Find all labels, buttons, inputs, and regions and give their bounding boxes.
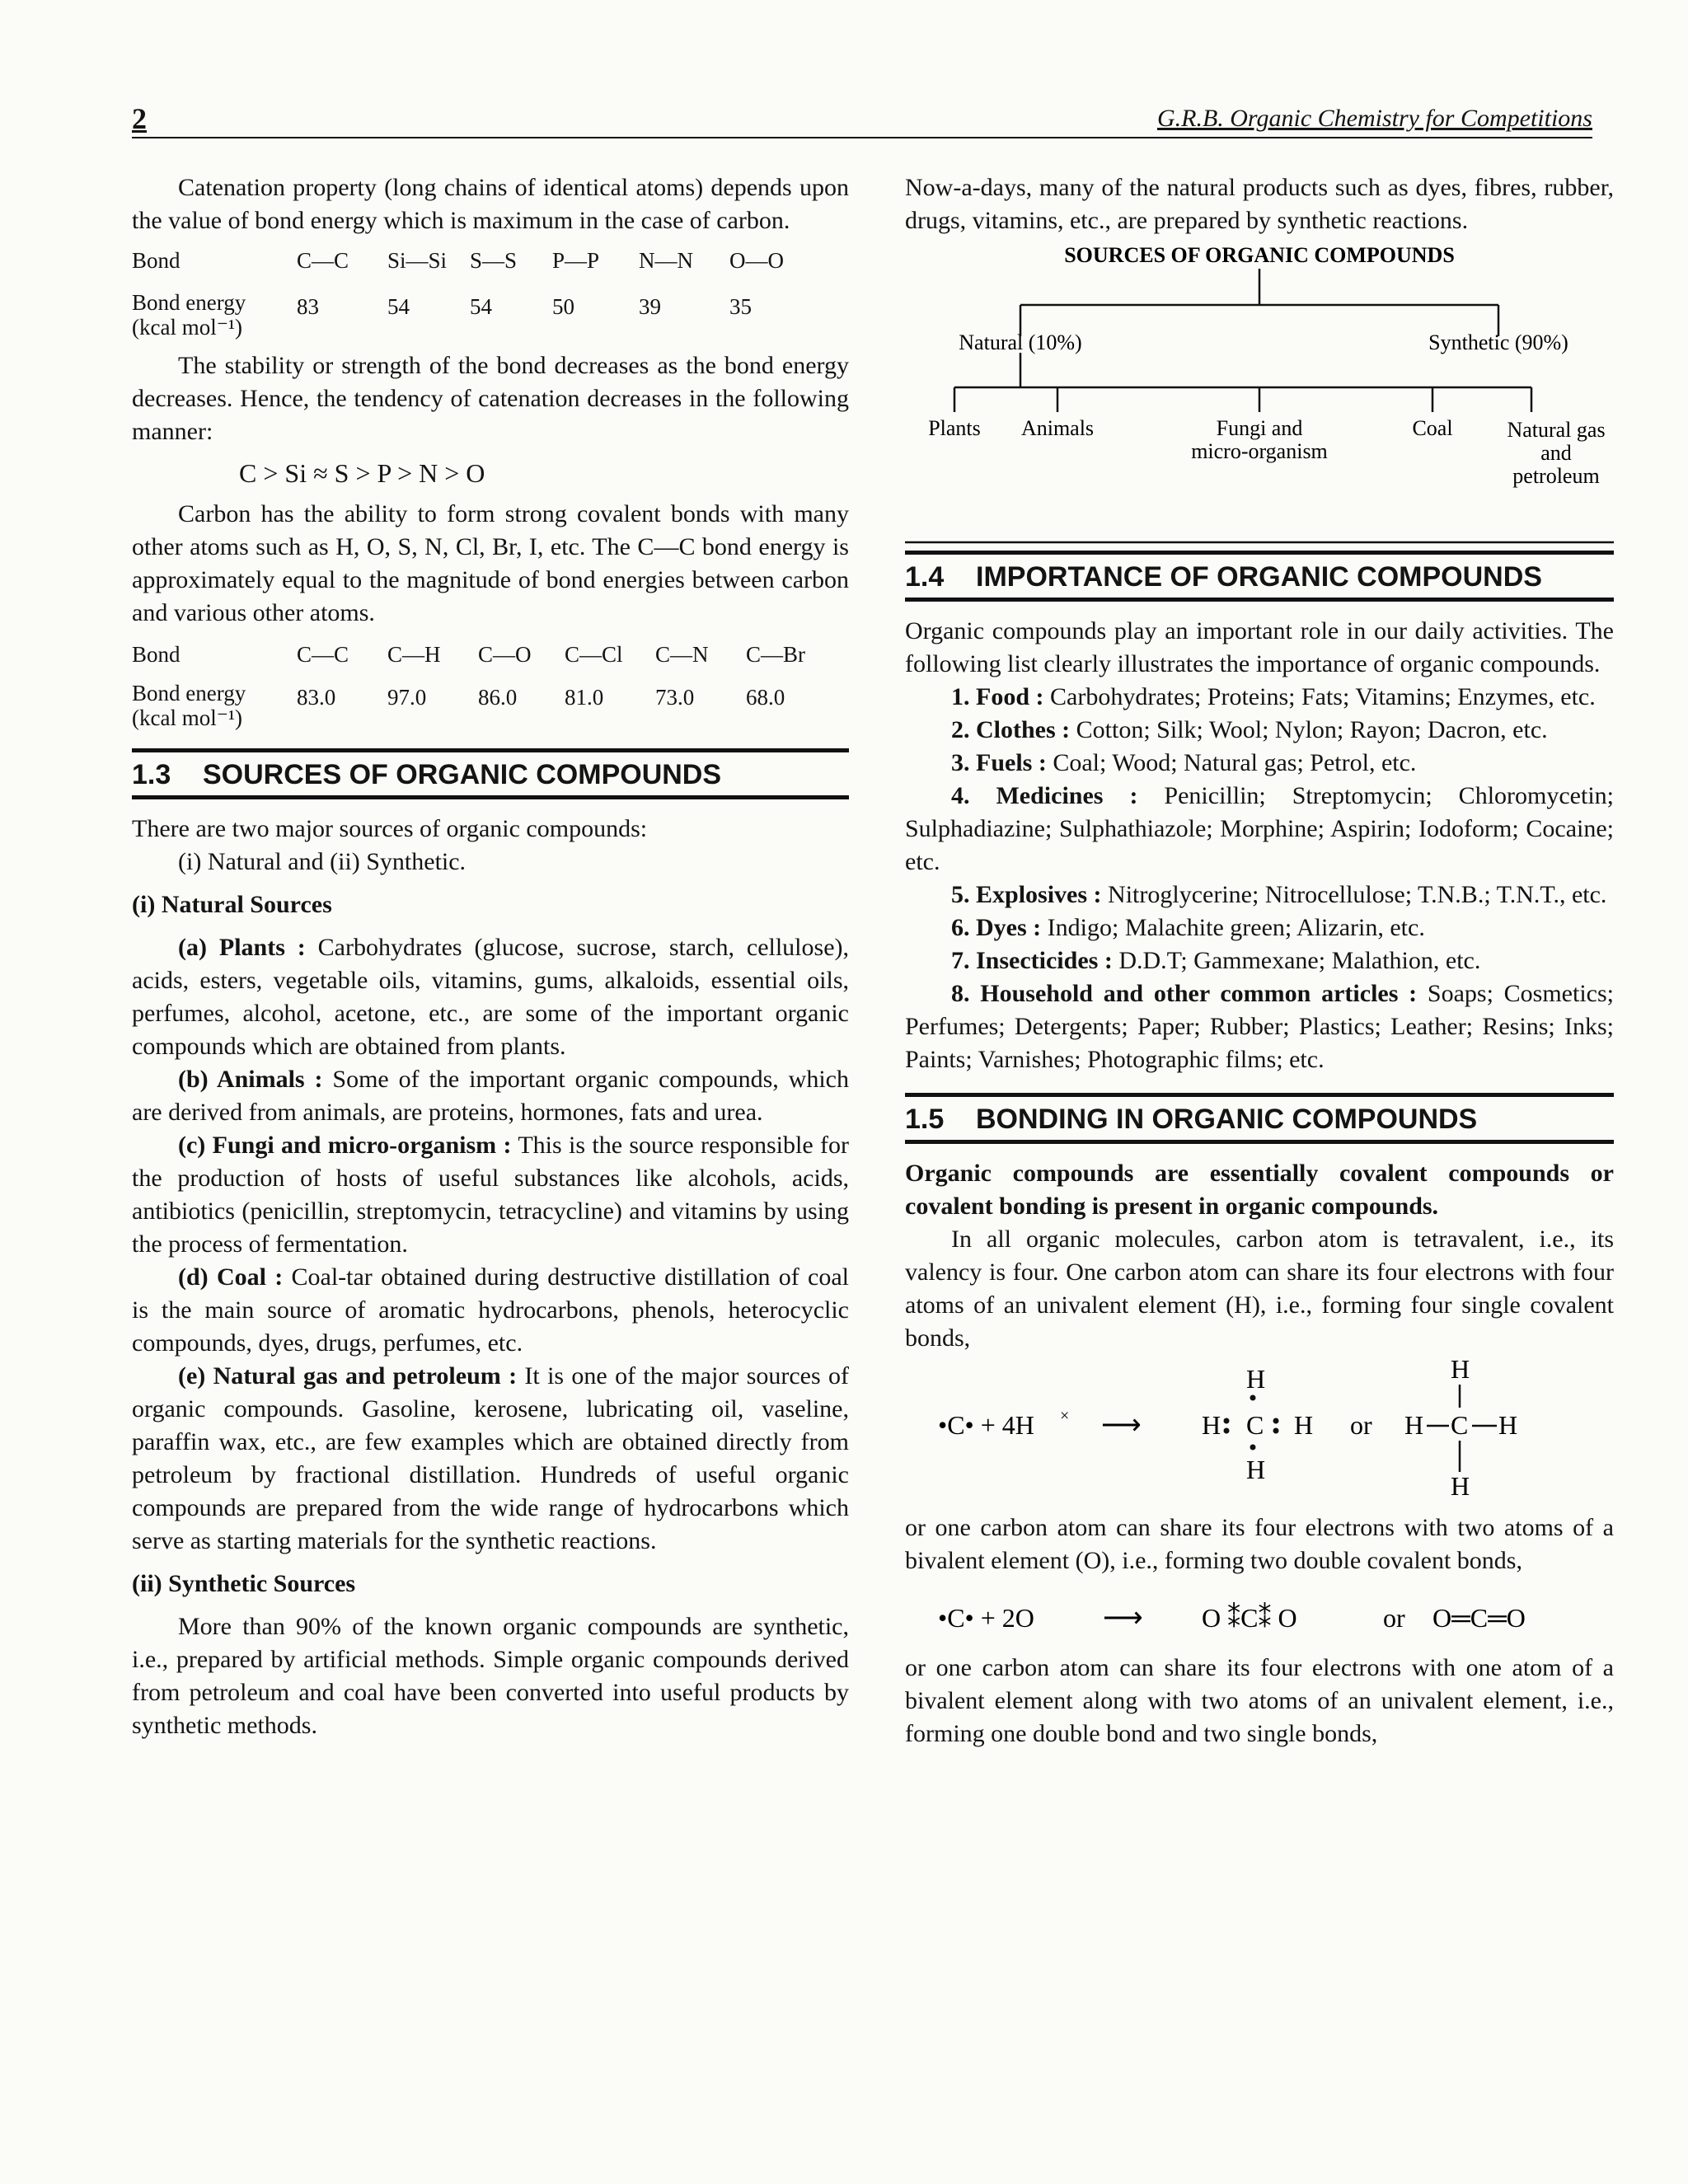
page-number: 2 bbox=[132, 102, 147, 135]
row-label: Bond bbox=[132, 642, 181, 667]
sources-list: (i) Natural and (ii) Synthetic. bbox=[178, 848, 467, 875]
eq2-mid: O ⁑C⁑ O bbox=[1202, 1603, 1297, 1633]
table-cell: P—P bbox=[552, 248, 600, 273]
list-item: 4. Medicines : Penicillin; Streptomycin; Chloromycetin; Sulphadiazine; Sulphathiazole; Morphine; Aspirin; Iodoform; Cocaine; etc. bbox=[905, 782, 1614, 875]
section-number: 1.3 bbox=[132, 759, 171, 790]
eq1-arrow: ⟶ bbox=[1101, 1410, 1142, 1441]
section-title: IMPORTANCE OF ORGANIC COMPOUNDS bbox=[976, 561, 1542, 593]
plants-label: (a) Plants : bbox=[178, 934, 306, 961]
table-cell: 68.0 bbox=[746, 685, 785, 710]
table-row bbox=[132, 673, 805, 732]
table-row bbox=[132, 279, 784, 341]
tree-natural-gas-3: petroleum bbox=[1512, 464, 1600, 488]
tree-natural-gas-2: and bbox=[1540, 441, 1572, 465]
carbon-dioxide-paragraph: or one carbon atom can share its four electrons with two atoms of a bivalent element (O), i.e., forming two double covalent bonds, bbox=[905, 1514, 1614, 1574]
fungi-paragraph: (c) Fungi and micro-organism : This is the source responsible for the production of hosts of useful substances like alcohols, acids, antibiotics (penicillin, streptomycin, tetracycline) and vitamins by using the process of fermentation. bbox=[132, 1132, 850, 1258]
animals-paragraph: (b) Animals : Some of the important organic compounds, which are derived from animals, are proteins, hormones, fats and urea. bbox=[132, 1066, 849, 1126]
tree-plants: Plants bbox=[928, 416, 981, 440]
unit-label: (kcal mol⁻¹) bbox=[132, 315, 243, 340]
eq2-lhs: •C• + 2O bbox=[938, 1603, 1034, 1633]
list-item: 8. Household and other common articles : Soaps; Cosmetics; Perfumes; Detergents; Paper; Rubber; Plastics; Leather; Resins; Inks; Paints; Varnishes; Photographic films; etc. bbox=[905, 980, 1614, 1073]
section-heading-1-4 bbox=[905, 551, 1614, 602]
petroleum-label: (e) Natural gas and petroleum : bbox=[178, 1362, 518, 1390]
coal-paragraph: (d) Coal : Coal-tar obtained during destructive distillation of coal is the main source of aromatic hydrocarbons, phenols, heterocyclic compounds, dyes, drugs, perfumes, etc. bbox=[132, 1263, 849, 1357]
unit-label: (kcal mol⁻¹) bbox=[132, 705, 243, 730]
eq1-h-bottom: H bbox=[1246, 1455, 1266, 1484]
eq1-lhs: •C• + 4H bbox=[938, 1410, 1034, 1440]
table-row bbox=[132, 636, 805, 673]
animals-label: (b) Animals : bbox=[178, 1066, 323, 1093]
table-row bbox=[132, 242, 784, 279]
petroleum-paragraph: (e) Natural gas and petroleum : It is one of the major sources of organic compounds. Gasoline, kerosene, lubricating oil, vaseline, paraffin wax, etc., are few examples which are obtained directly from petroleum by fractional distillation. Hundreds of useful organic compounds are prepared from the wide range of hydrocarbons which serve as starting materials for the synthetic reactions. bbox=[132, 1362, 849, 1554]
table-cell: 81.0 bbox=[565, 685, 604, 710]
table-cell: 54 bbox=[387, 294, 410, 319]
section-title: BONDING IN ORGANIC COMPOUNDS bbox=[976, 1104, 1478, 1135]
section-title: SOURCES OF ORGANIC COMPOUNDS bbox=[203, 759, 722, 790]
bond-energy-table-2 bbox=[132, 636, 805, 732]
fungi-label: (c) Fungi and micro-organism : bbox=[178, 1132, 512, 1159]
eq1-h-top: H bbox=[1246, 1364, 1266, 1394]
eq2-or: or bbox=[1383, 1603, 1405, 1633]
section-number: 1.5 bbox=[905, 1104, 945, 1135]
table-cell: C—C bbox=[297, 248, 349, 273]
row-label: Bond energy bbox=[132, 290, 246, 315]
section-heading-1-3 bbox=[132, 748, 849, 799]
tree-connectors bbox=[905, 269, 1614, 542]
synthetic-paragraph: More than 90% of the known organic compounds are synthetic, i.e., prepared by artificial methods. Simple organic compounds derived from petroleum and coal have been converted into useful products by synthetic methods. bbox=[132, 1613, 849, 1739]
tree-synthetic: Synthetic (90%) bbox=[1428, 330, 1568, 354]
table-cell: C—H bbox=[387, 642, 441, 667]
running-header bbox=[132, 102, 1592, 138]
row-label: Bond energy bbox=[132, 681, 246, 705]
list-item: 2. Clothes : Cotton; Silk; Wool; Nylon; Rayon; Dacron, etc. bbox=[951, 716, 1548, 743]
table-cell: C—O bbox=[478, 642, 532, 667]
eq2-rhs: O═C═O bbox=[1432, 1603, 1526, 1633]
tree-fungi-1: Fungi and bbox=[1216, 416, 1303, 440]
natural-sources-heading: (i) Natural Sources bbox=[132, 891, 332, 918]
table-cell: 50 bbox=[552, 294, 574, 319]
table-cell: C—Br bbox=[746, 642, 806, 667]
sources-intro: There are two major sources of organic compounds: bbox=[132, 815, 648, 842]
tetravalent-paragraph: In all organic molecules, carbon atom is tetravalent, i.e., its valency is four. One carbon atom can share its four electrons with four atoms of an univalent element (H), i.e., forming four single covalent bonds, bbox=[905, 1226, 1614, 1352]
tree-natural-gas-1: Natural gas bbox=[1507, 418, 1606, 442]
stability-paragraph: The stability or strength of the bond decreases as the bond energy decreases. Hence, the tendency of catenation decreases in the following manner: bbox=[132, 352, 849, 445]
sources-tree-diagram bbox=[905, 239, 1614, 544]
right-column bbox=[905, 171, 1614, 1750]
covalent-bond-paragraph: Carbon has the ability to form strong covalent bonds with many other atoms such as H, O, S, N, Cl, Br, I, etc. The C—C bond energy is approximately equal to the magnitude of bond energies between carbon and various other atoms. bbox=[132, 500, 849, 626]
co2-equation bbox=[905, 1577, 1614, 1652]
row-label: Bond bbox=[132, 248, 181, 273]
plants-paragraph: (a) Plants : Carbohydrates (glucose, sucrose, starch, cellulose), acids, esters, vegetable oils, vitamins, gums, alkaloids, essential oils, perfumes, alcohol, acetone, etc., are some of the important organic compounds which are obtained from plants. bbox=[132, 934, 850, 1060]
tree-title: SOURCES OF ORGANIC COMPOUNDS bbox=[1064, 243, 1455, 267]
table-cell: 97.0 bbox=[387, 685, 427, 710]
synthetic-products-paragraph: Now-a-days, many of the natural products such as dyes, fibres, rubber, drugs, vitamins, etc., are prepared by synthetic reactions. bbox=[905, 174, 1614, 234]
eq1-h-right: H bbox=[1294, 1410, 1314, 1440]
table-cell: 73.0 bbox=[655, 685, 695, 710]
catenation-paragraph: Catenation property (long chains of identical atoms) depends upon the value of bond energy which is maximum in the case of carbon. bbox=[132, 174, 849, 234]
list-item: 1. Food : Carbohydrates; Proteins; Fats; Vitamins; Enzymes, etc. bbox=[951, 683, 1596, 710]
tree-coal: Coal bbox=[1412, 416, 1453, 440]
table-cell: 86.0 bbox=[478, 685, 518, 710]
table-cell: 83 bbox=[297, 294, 319, 319]
eq1-h-left: H bbox=[1202, 1410, 1221, 1440]
table-cell: C—N bbox=[655, 642, 709, 667]
tree-animals: Animals bbox=[1020, 416, 1095, 440]
table-cell: S—S bbox=[470, 248, 518, 273]
left-column bbox=[132, 171, 849, 1742]
section-heading-1-5 bbox=[905, 1093, 1614, 1144]
importance-paragraph: Organic compounds play an important role in our daily activities. The following list clearly illustrates the importance of organic compounds. bbox=[905, 617, 1614, 677]
coal-label: (d) Coal : bbox=[178, 1263, 284, 1291]
table-cell: 39 bbox=[639, 294, 661, 319]
eq1-c2: C bbox=[1451, 1410, 1469, 1440]
table-cell: Si—Si bbox=[387, 248, 448, 273]
list-item: 3. Fuels : Coal; Wood; Natural gas; Petrol, etc. bbox=[951, 749, 1417, 776]
synthetic-sources-heading: (ii) Synthetic Sources bbox=[132, 1570, 356, 1597]
tree-fungi-2: micro-organism bbox=[1191, 439, 1328, 463]
book-title: G.R.B. Organic Chemistry for Competitions bbox=[1156, 105, 1592, 132]
eq1-h-bottom2: H bbox=[1451, 1471, 1470, 1501]
list-item: 5. Explosives : Nitroglycerine; Nitrocellulose; T.N.B.; T.N.T., etc. bbox=[951, 881, 1607, 908]
eq1-or: or bbox=[1350, 1410, 1372, 1440]
table-cell: O—O bbox=[729, 248, 784, 273]
bond-energy-table-1 bbox=[132, 242, 784, 341]
table-cell: C—Cl bbox=[565, 642, 623, 667]
list-item: 7. Insecticides : D.D.T; Gammexane; Malathion, etc. bbox=[951, 947, 1481, 974]
eq1-h-left2: H bbox=[1404, 1410, 1424, 1440]
table-cell: 35 bbox=[729, 294, 752, 319]
eq1-h-top2: H bbox=[1451, 1355, 1470, 1384]
tree-natural: Natural (10%) bbox=[959, 330, 1082, 354]
section-number: 1.4 bbox=[905, 561, 945, 593]
table-cell: C—C bbox=[297, 642, 349, 667]
eq2-arrow: ⟶ bbox=[1103, 1603, 1143, 1633]
methane-equation bbox=[905, 1355, 1614, 1511]
catenation-order: C > Si ≈ S > P > N > O bbox=[239, 458, 485, 488]
table-cell: N—N bbox=[639, 248, 693, 273]
double-bond-paragraph: or one carbon atom can share its four electrons with one atom of a bivalent element along with two atoms of an univalent element, i.e., forming one double bond and two single bonds, bbox=[905, 1654, 1614, 1747]
eq1-lhs-superscript: × bbox=[1060, 1407, 1070, 1425]
covalent-statement: Organic compounds are essentially covalent compounds or covalent bonding is present in organic compounds. bbox=[905, 1160, 1614, 1220]
eq1-c: C bbox=[1246, 1410, 1264, 1440]
table-cell: 83.0 bbox=[297, 685, 336, 710]
list-item: 6. Dyes : Indigo; Malachite green; Alizarin, etc. bbox=[951, 914, 1425, 941]
eq1-h-right2: H bbox=[1498, 1410, 1518, 1440]
table-cell: 54 bbox=[470, 294, 492, 319]
